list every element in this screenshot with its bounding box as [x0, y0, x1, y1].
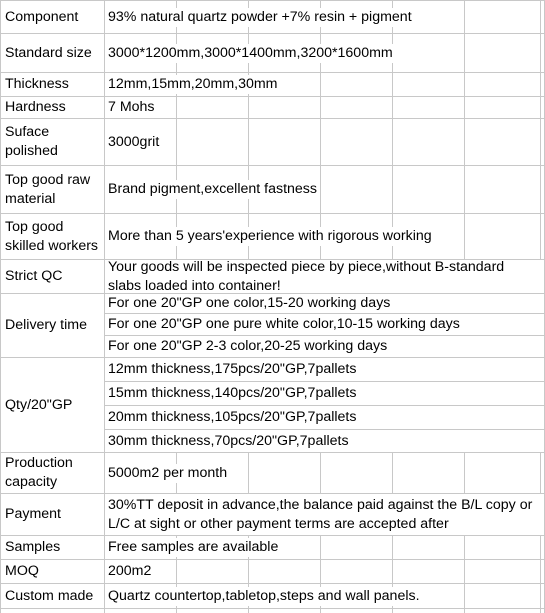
row-value [105, 453, 544, 493]
row-value: 30%TT deposit in advance,the balance paid against the B/L copy or L/C at sight or other payment terms are accepted after [105, 494, 544, 535]
row-label: MOQ [1, 560, 104, 583]
row-value [105, 584, 544, 608]
row-label: Hardness [1, 97, 104, 118]
cell-text: 93% natural quartz powder +7% resin + pigment [108, 8, 412, 25]
row-label: Top good raw material [1, 166, 104, 213]
row-value [105, 166, 544, 213]
row-label: Top good skilled workers [1, 214, 104, 259]
row-value [105, 73, 544, 96]
row-value [105, 536, 544, 559]
row-label: Suface polished [1, 119, 104, 165]
row-label: Payment [1, 494, 104, 535]
row-value [105, 119, 544, 165]
row-label: Production capacity [1, 453, 104, 493]
row-value [105, 97, 544, 118]
row-value [105, 34, 544, 72]
cell-text: 5000m2 per month [108, 464, 228, 481]
cell-text: Brand pigment,excellent fastness [108, 181, 317, 197]
cell-text: Free samples are available [108, 539, 279, 555]
row-label: Strict QC [1, 260, 104, 293]
row-value: 30mm thickness,70pcs/20"GP,7pallets [105, 430, 544, 452]
row-label: Samples [1, 536, 104, 559]
cell-text: 7 Mohs [108, 99, 155, 115]
cell-text: 200m2 [108, 563, 152, 579]
row-value: For one 20"GP 2-3 color,20-25 working days [105, 336, 544, 357]
cell-text: 3000*1200mm,3000*1400mm,3200*1600mm [108, 44, 393, 61]
row-value: 15mm thickness,140pcs/20"GP,7pallets [105, 382, 544, 405]
row-label: Standard size [1, 34, 104, 72]
row-label: Component [1, 1, 104, 33]
row-value [105, 560, 544, 583]
row-label: Delivery time [1, 294, 104, 357]
row-label: Qty/20"GP [1, 358, 104, 452]
row-value: For one 20"GP one color,15-20 working days [105, 294, 544, 313]
cell-text: More than 5 years'experience with rigorous working [108, 228, 432, 244]
cell-text: Quartz countertop,tabletop,steps and wall panels. [108, 587, 420, 604]
row-value [105, 1, 544, 33]
row-value: 12mm thickness,175pcs/20"GP,7pallets [105, 358, 544, 381]
row-value [105, 214, 544, 259]
cell-text: 3000grit [108, 133, 160, 150]
row-label: Custom made [1, 584, 104, 608]
row-label: Thickness [1, 73, 104, 96]
cell-text: 12mm,15mm,20mm,30mm [108, 76, 278, 92]
row-value: 20mm thickness,105pcs/20"GP,7pallets [105, 406, 544, 429]
row-value: Your goods will be inspected piece by piece,without B-standard slabs loaded into container! [105, 260, 544, 293]
row-value: For one 20"GP one pure white color,10-15 working days [105, 314, 544, 335]
